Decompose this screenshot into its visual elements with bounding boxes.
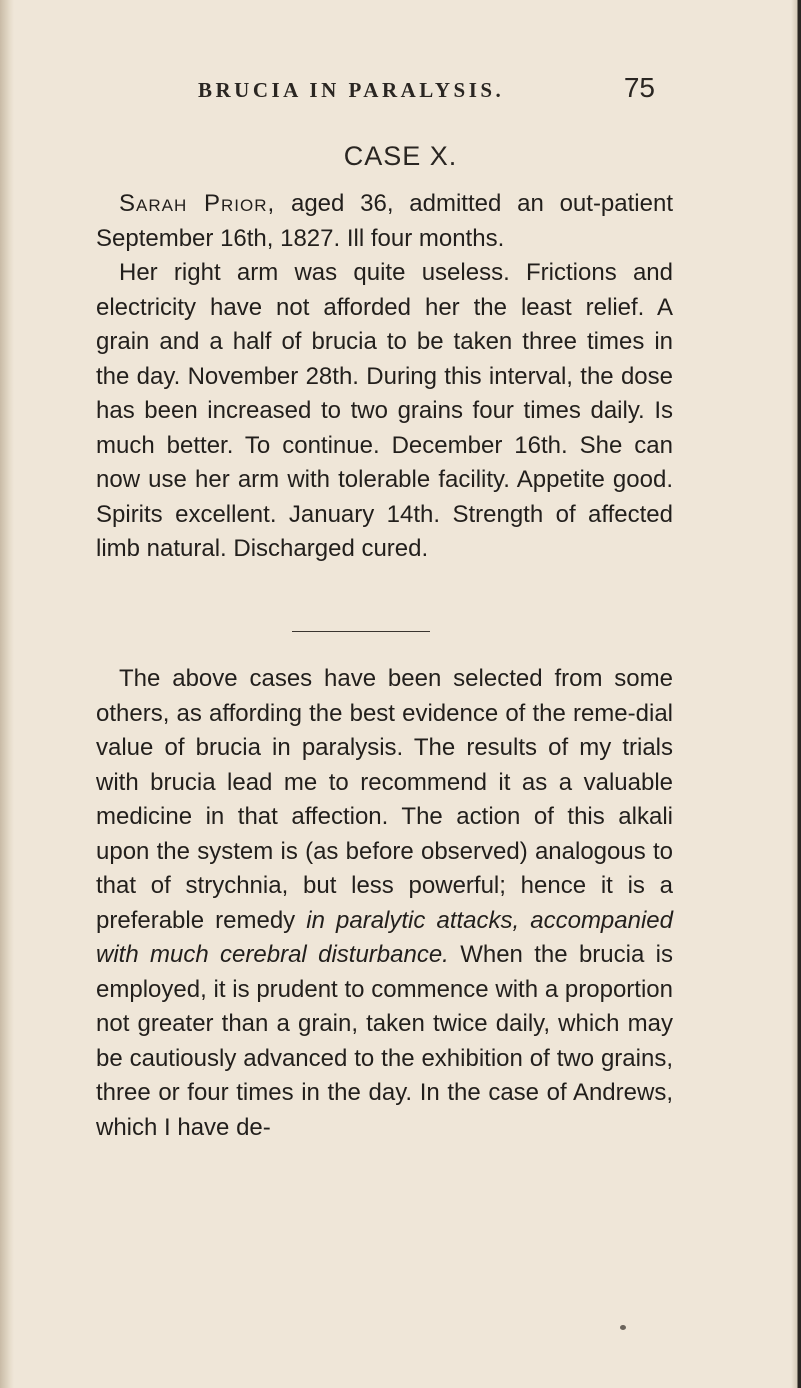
case-title: CASE X.: [343, 141, 458, 171]
section-divider: [292, 631, 430, 632]
page-header: [198, 72, 655, 112]
running-head: BRUCIA IN PARALYSIS.: [198, 78, 505, 102]
patient-name: Sarah Prior,: [119, 190, 276, 217]
discussion-text-start: The above cases have been selected from some others, as affording the best evidence of the reme-dial value of brucia in paralysis. The results of my trials with brucia lead me to recommend it as a valuable medicine in that affection. The action of this alkali upon the system is (as before observed) analogous to that of strychnia, but less powerful; hence it is a preferable remedy: [96, 665, 673, 934]
case-paragraph-intro: [96, 187, 673, 256]
case-paragraph-history: Her right arm was quite useless. Frictions and electricity have not afforded her the least relief. A grain and a half of brucia to be taken three times in the day. November 28th. During this interval, the dose has been increased to two grains four times daily. Is much better. To continue. December 16th. She can now use her arm with tolerable facility. Appetite good. Spirits excellent. January 14th. Strength of affected limb natural. Discharged cured.: [96, 259, 673, 562]
discussion-text-end: When the brucia is employed, it is prudent to commence with a proportion not greater than a grain, taken twice daily, which may be cautiously advanced to the exhibition of two grains, three or four times in the day. In the case of Andrews, which I have de-: [96, 941, 673, 1141]
page-gutter-left: [0, 0, 14, 1388]
discussion: [96, 662, 673, 1145]
discussion-italic-phrase: in paralytic attacks, accompanied with much cerebral disturbance.: [96, 906, 674, 968]
case-intro-text: aged 36, admitted an out-patient September 16th, 1827. Ill four months.: [96, 190, 673, 252]
case-report: [96, 187, 673, 567]
page-gutter-right: [791, 0, 801, 1388]
printer-mark: [620, 1325, 626, 1330]
page-number: 75: [623, 72, 655, 103]
discussion-paragraph: [96, 662, 673, 1145]
